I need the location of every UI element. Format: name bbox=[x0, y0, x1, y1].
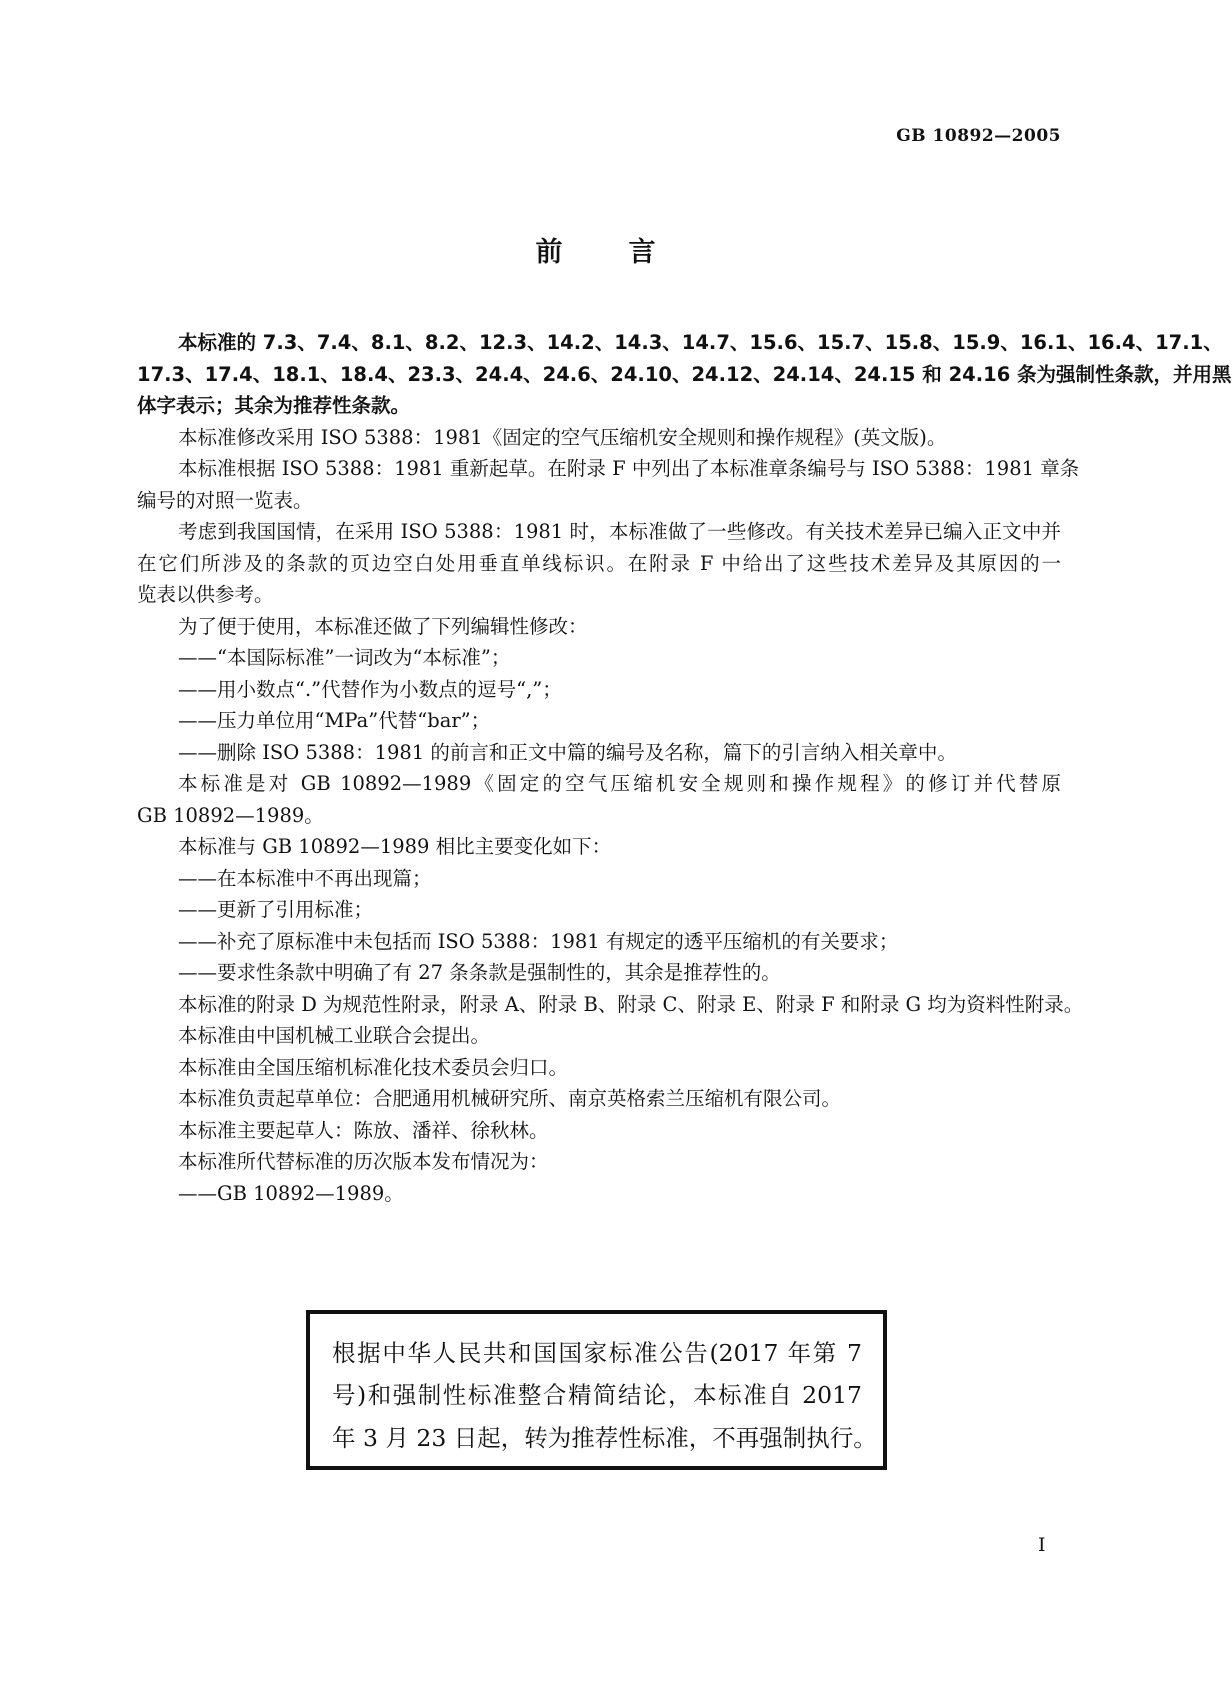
standard-code-header: GB 10892—2005 bbox=[896, 126, 1061, 146]
text-line: ——压力单位用“MPa”代替“bar”； bbox=[178, 709, 491, 732]
paragraph bbox=[137, 737, 1061, 769]
text-line: ——要求性条款中明确了有 27 条条款是强制性的，其余是推荐性的。 bbox=[178, 961, 781, 984]
foreword-body bbox=[137, 327, 1232, 1209]
paragraph bbox=[137, 1083, 1061, 1115]
text-line: ——“本国际标准”一词改为“本标准”； bbox=[178, 646, 511, 669]
text-line: 览表以供参考。 bbox=[137, 583, 274, 606]
paragraph bbox=[137, 453, 1080, 516]
text-line: ——更新了引用标准； bbox=[178, 898, 374, 921]
text-line: 本标准根据 ISO 5388：1981 重新起草。在附录 F 中列出了本标准章条编号与 ISO 5388：1981 章条 bbox=[178, 457, 1080, 480]
paragraph bbox=[137, 831, 1061, 863]
text-line: 编号的对照一览表。 bbox=[137, 488, 313, 512]
paragraph bbox=[137, 1146, 1061, 1178]
page-number: I bbox=[1038, 1534, 1046, 1556]
text-line: ——用小数点“.”代替作为小数点的逗号“,”； bbox=[178, 677, 562, 701]
text-line: ——删除 ISO 5388：1981 的前言和正文中篇的编号及名称，篇下的引言纳入相关章中。 bbox=[178, 740, 957, 764]
text-line: 本标准负责起草单位：合肥通用机械研究所、南京英格索兰压缩机有限公司。 bbox=[178, 1087, 842, 1110]
notice-line: 号)和强制性标准整合精简结论，本标准自 2017 bbox=[332, 1381, 862, 1409]
notice-line: 年 3 月 23 日起，转为推荐性标准，不再强制执行。 bbox=[332, 1424, 877, 1452]
text-line: 考虑到我国国情，在采用 ISO 5388：1981 时，本标准做了一些修改。有关技术差异已编入正文中并 bbox=[178, 520, 1061, 543]
paragraph bbox=[137, 1178, 1061, 1210]
paragraph bbox=[137, 957, 1061, 989]
paragraph bbox=[137, 989, 1084, 1021]
text-line: 体字表示；其余为推荐性条款。 bbox=[137, 394, 411, 417]
paragraph bbox=[137, 1115, 1061, 1147]
notice-line: 根据中华人民共和国国家标准公告(2017 年第 7 bbox=[332, 1339, 862, 1367]
paragraph bbox=[137, 674, 1061, 706]
text-line: 本标准由中国机械工业联合会提出。 bbox=[178, 1024, 491, 1047]
paragraph bbox=[137, 1020, 1061, 1052]
paragraph bbox=[137, 516, 1061, 611]
text-line: 本标准的 7.3、7.4、8.1、8.2、12.3、14.2、14.3、14.7、15.6、15.7、15.8、15.9、16.1、16.4、17.1、 bbox=[178, 331, 1223, 354]
text-line: 本标准主要起草人：陈放、潘祥、徐秋林。 bbox=[178, 1118, 549, 1142]
text-line: GB 10892—1989。 bbox=[137, 803, 324, 827]
paragraph bbox=[137, 1052, 1061, 1084]
paragraph bbox=[137, 863, 1061, 895]
paragraph bbox=[137, 611, 1061, 643]
text-line: 本标准由全国压缩机标准化技术委员会归口。 bbox=[178, 1055, 569, 1079]
paragraph bbox=[137, 705, 1061, 737]
paragraph bbox=[137, 926, 1061, 958]
text-line: 本标准所代替标准的历次版本发布情况为： bbox=[178, 1150, 549, 1173]
text-line: 本标准的附录 D 为规范性附录，附录 A、附录 B、附录 C、附录 E、附录 F 和附录 G 均为资料性附录。 bbox=[178, 992, 1084, 1016]
paragraph bbox=[137, 327, 1232, 422]
text-line: 在它们所涉及的条款的页边空白处用垂直单线标识。在附录 F 中给出了这些技术差异及其原因的一 bbox=[137, 551, 1061, 575]
paragraph bbox=[137, 642, 1061, 674]
text-line: 为了便于使用，本标准还做了下列编辑性修改： bbox=[178, 614, 588, 638]
paragraph bbox=[137, 894, 1061, 926]
paragraph bbox=[137, 422, 1061, 454]
text-line: ——补充了原标准中未包括而 ISO 5388：1981 有规定的透平压缩机的有关要求； bbox=[178, 929, 899, 953]
text-line: 本标准修改采用 ISO 5388：1981《固定的空气压缩机安全规则和操作规程》(英文版)。 bbox=[178, 425, 947, 449]
text-line: 17.3、17.4、18.1、18.4、23.3、24.4、24.6、24.10、24.12、24.14、24.15 和 24.16 条为强制性条款，并用黑 bbox=[137, 362, 1232, 386]
text-line: ——GB 10892—1989。 bbox=[178, 1181, 404, 1205]
notice-box bbox=[306, 1310, 887, 1470]
text-line: 本标准是对 GB 10892—1989《固定的空气压缩机安全规则和操作规程》的修订并代替原 bbox=[178, 772, 1061, 795]
text-line: ——在本标准中不再出现篇； bbox=[178, 866, 432, 890]
paragraph bbox=[137, 768, 1061, 831]
text-line: 本标准与 GB 10892—1989 相比主要变化如下： bbox=[178, 835, 612, 858]
page-title: 前言 bbox=[535, 237, 722, 268]
